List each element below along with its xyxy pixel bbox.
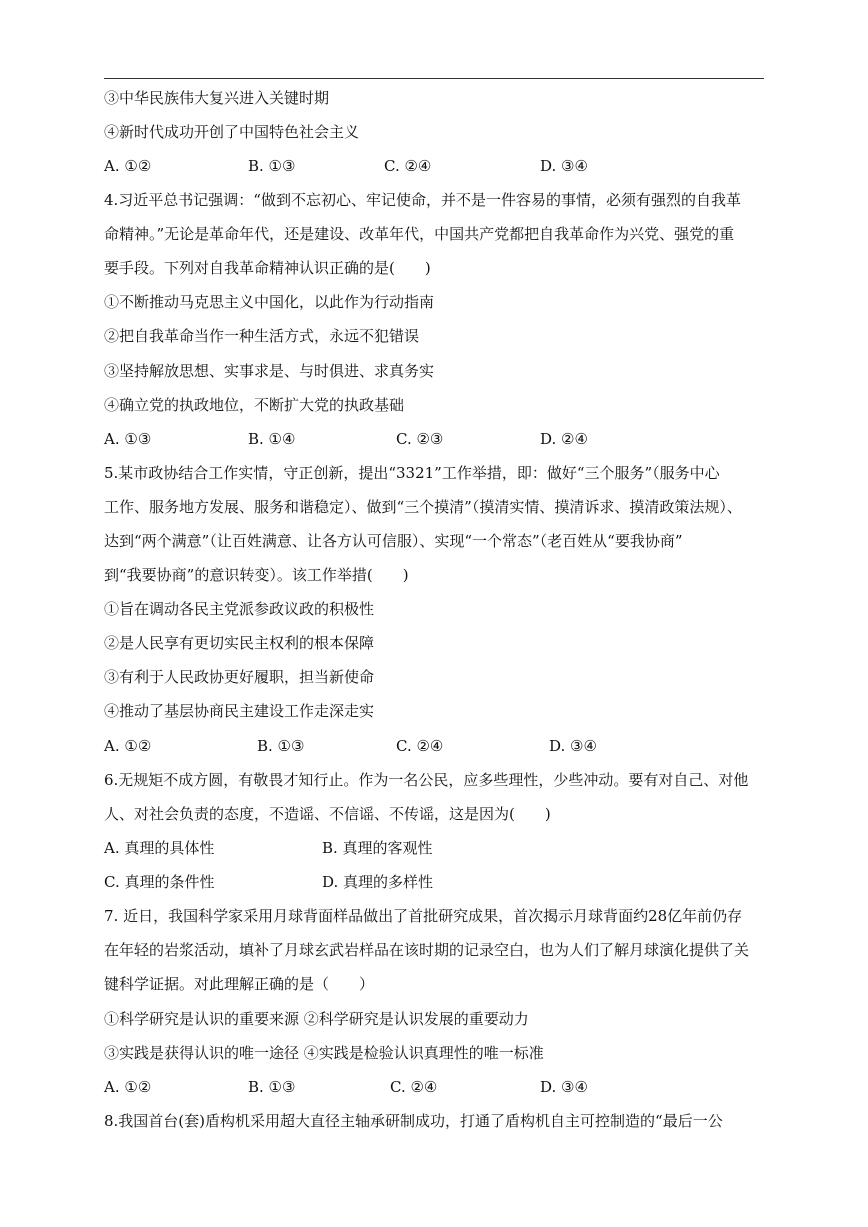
q5-item-4: ④推动了基层协商民主建设工作走深走实 (104, 702, 375, 720)
q7-stem-line-3: 键科学证据。对此理解正确的是（ ） (104, 975, 375, 993)
q3-item-4: ④新时代成功开创了中国特色社会主义 (104, 123, 360, 141)
q4-option-b: B. ①④ (248, 430, 296, 448)
q7-stem-line-1: 7. 近日，我国科学家采用月球背面样品做出了首批研究成果，首次揭示月球背面约28亿年前仍存 (104, 907, 743, 925)
q6-option-b: B. 真理的客观性 (322, 839, 433, 857)
q7-items-line-1: ①科学研究是认识的重要来源 ②科学研究是认识发展的重要动力 (104, 1010, 529, 1028)
q7-option-a: A. ①② (104, 1078, 152, 1096)
q5-stem-line-2: 工作、服务地方发展、服务和谐稳定）、做到“三个摸清”（摸清实情、摸清诉求、摸清政策法规）、 (104, 498, 742, 516)
q6-option-a: A. 真理的具体性 (104, 839, 215, 857)
q5-item-3: ③有利于人民政协更好履职，担当新使命 (104, 668, 375, 686)
q7-items-line-2: ③实践是获得认识的唯一途径 ④实践是检验认识真理性的唯一标准 (104, 1044, 544, 1062)
q4-option-d: D. ②④ (540, 430, 588, 448)
q4-stem-line-3: 要手段。下列对自我革命精神认识正确的是( ) (104, 259, 431, 277)
q3-option-d: D. ③④ (540, 157, 588, 175)
q4-option-c: C. ②③ (396, 430, 444, 448)
q4-item-1: ①不断推动马克思主义中国化，以此作为行动指南 (104, 293, 435, 311)
q7-option-d: D. ③④ (540, 1078, 588, 1096)
q5-stem-line-3: 达到“两个满意”（让百姓满意、让各方认可信服）、实现“一个常态”（老百姓从“要我协商” (104, 532, 683, 550)
q6-stem-line-2: 人、对社会负责的态度，不造谣、不信谣、不传谣，这是因为( ) (104, 805, 551, 823)
q5-stem-line-1: 5.某市政协结合工作实情，守正创新，提出“3321”工作举措，即：做好“三个服务”（服务中心 (104, 464, 720, 482)
q3-option-c: C. ②④ (384, 157, 432, 175)
q3-option-a: A. ①② (104, 157, 152, 175)
q4-stem-line-1: 4.习近平总书记强调：“做到不忘初心、牢记使命，并不是一件容易的事情，必须有强烈的自我革 (104, 191, 741, 209)
q4-item-3: ③坚持解放思想、实事求是、与时俱进、求真务实 (104, 362, 435, 380)
q4-item-2: ②把自我革命当作一种生活方式，永远不犯错误 (104, 327, 420, 345)
q3-option-b: B. ①③ (248, 157, 296, 175)
q6-stem-line-1: 6.无规矩不成方圆，有敬畏才知行止。作为一名公民，应多些理性，少些冲动。要有对自己、对他 (104, 771, 749, 789)
q5-stem-line-4: 到“我要协商”的意识转变）。该工作举措( ) (104, 566, 409, 584)
q8-stem-line-1: 8.我国首台(套)盾构机采用超大直径主轴承研制成功，打通了盾构机自主可控制造的“最后一公 (104, 1112, 723, 1130)
q6-option-c: C. 真理的条件性 (104, 873, 215, 891)
q3-item-3: ③中华民族伟大复兴进入关键时期 (104, 89, 330, 107)
q4-option-a: A. ①③ (104, 430, 152, 448)
q5-option-c: C. ②④ (396, 737, 444, 755)
q7-option-c: C. ②④ (390, 1078, 438, 1096)
q7-stem-line-2: 在年轻的岩浆活动，填补了月球玄武岩样品在该时期的记录空白，也为人们了解月球演化提供了关 (104, 941, 750, 959)
q7-option-b: B. ①③ (248, 1078, 296, 1096)
q5-option-a: A. ①② (104, 737, 152, 755)
q5-item-2: ②是人民享有更切实民主权利的根本保障 (104, 634, 375, 652)
q5-option-b: B. ①③ (257, 737, 305, 755)
q5-option-d: D. ③④ (549, 737, 597, 755)
q5-item-1: ①旨在调动各民主党派参政议政的积极性 (104, 600, 375, 618)
q4-item-4: ④确立党的执政地位，不断扩大党的执政基础 (104, 396, 405, 414)
q6-option-d: D. 真理的多样性 (322, 873, 434, 891)
header-rule (104, 78, 764, 79)
q4-stem-line-2: 命精神。”无论是革命年代，还是建设、改革年代，中国共产党都把自我革命作为兴党、强党的重 (104, 225, 735, 243)
